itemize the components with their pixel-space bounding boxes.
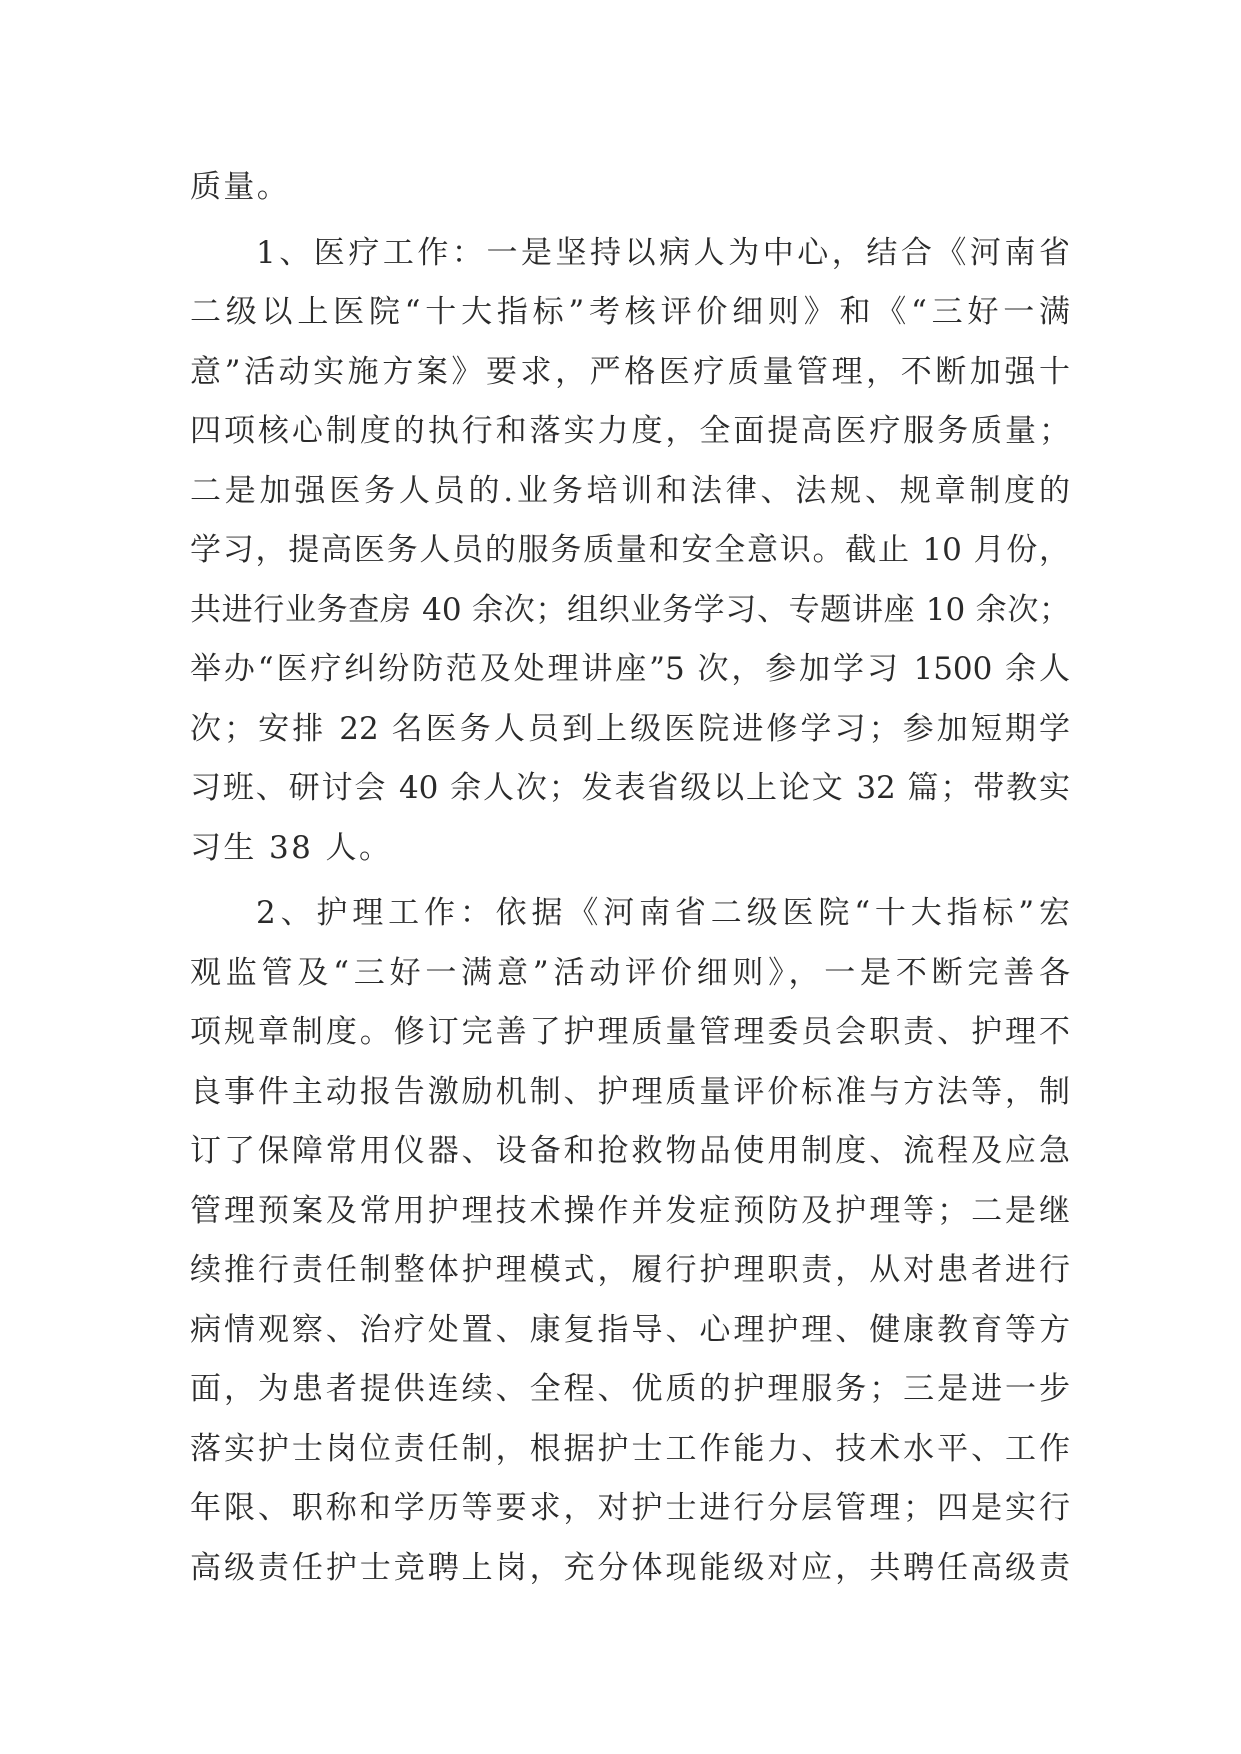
text-line: 观监管及“三好一满意”活动评价细则》，一是不断完善各 — [190, 954, 1070, 991]
text-line: 高级责任护士竞聘上岗，充分体现能级对应，共聘任高级责 — [190, 1549, 1070, 1586]
text-line: 二级以上医院“十大指标”考核评价细则》和《“三好一满 — [190, 294, 1070, 330]
text-line: 共进行业务查房 40 余次；组织业务学习、专题讲座 10 余次； — [190, 591, 1070, 628]
text-line: 1、医疗工作：一是坚持以病人为中心，结合《河南省 — [256, 234, 1070, 271]
text-line: 面，为患者提供连续、全程、优质的护理服务；三是进一步 — [190, 1371, 1070, 1407]
text-line: 续推行责任制整体护理模式，履行护理职责，从对患者进行 — [190, 1252, 1070, 1288]
text-line: 2、护理工作：依据《河南省二级医院“十大指标”宏 — [256, 895, 1070, 931]
text-line: 学习，提高医务人员的服务质量和安全意识。截止 10 月份， — [190, 532, 1070, 568]
text-line: 质量。 — [190, 169, 291, 205]
body-text — [190, 158, 1070, 1598]
paragraph — [190, 224, 1070, 879]
text-line: 二是加强医务人员的.业务培训和法律、法规、规章制度的 — [190, 472, 1070, 509]
text-line: 管理预案及常用护理技术操作并发症预防及护理等；二是继 — [190, 1192, 1070, 1229]
text-line: 年限、职称和学历等要求，对护士进行分层管理；四是实行 — [190, 1490, 1070, 1526]
text-line: 良事件主动报告激励机制、护理质量评价标准与方法等，制 — [190, 1073, 1070, 1110]
text-line: 订了保障常用仪器、设备和抢救物品使用制度、流程及应急 — [190, 1133, 1070, 1169]
paragraph — [190, 158, 1070, 218]
text-line: 落实护士岗位责任制，根据护士工作能力、技术水平、工作 — [190, 1430, 1070, 1467]
text-line: 举办“医疗纠纷防范及处理讲座”5 次，参加学习 1500 余人 — [190, 651, 1070, 687]
text-line: 习生 38 人。 — [190, 829, 393, 866]
text-line: 次；安排 22 名医务人员到上级医院进修学习；参加短期学 — [190, 710, 1070, 747]
text-line: 四项核心制度的执行和落实力度，全面提高医疗服务质量； — [190, 413, 1070, 449]
text-line: 项规章制度。修订完善了护理质量管理委员会职责、护理不 — [190, 1014, 1070, 1050]
text-line: 习班、研讨会 40 余人次；发表省级以上论文 32 篇；带教实 — [190, 770, 1070, 806]
paragraph — [190, 884, 1070, 1598]
text-line: 病情观察、治疗处置、康复指导、心理护理、健康教育等方 — [190, 1311, 1070, 1348]
text-line: 意”活动实施方案》要求，严格医疗质量管理，不断加强十 — [190, 353, 1070, 390]
